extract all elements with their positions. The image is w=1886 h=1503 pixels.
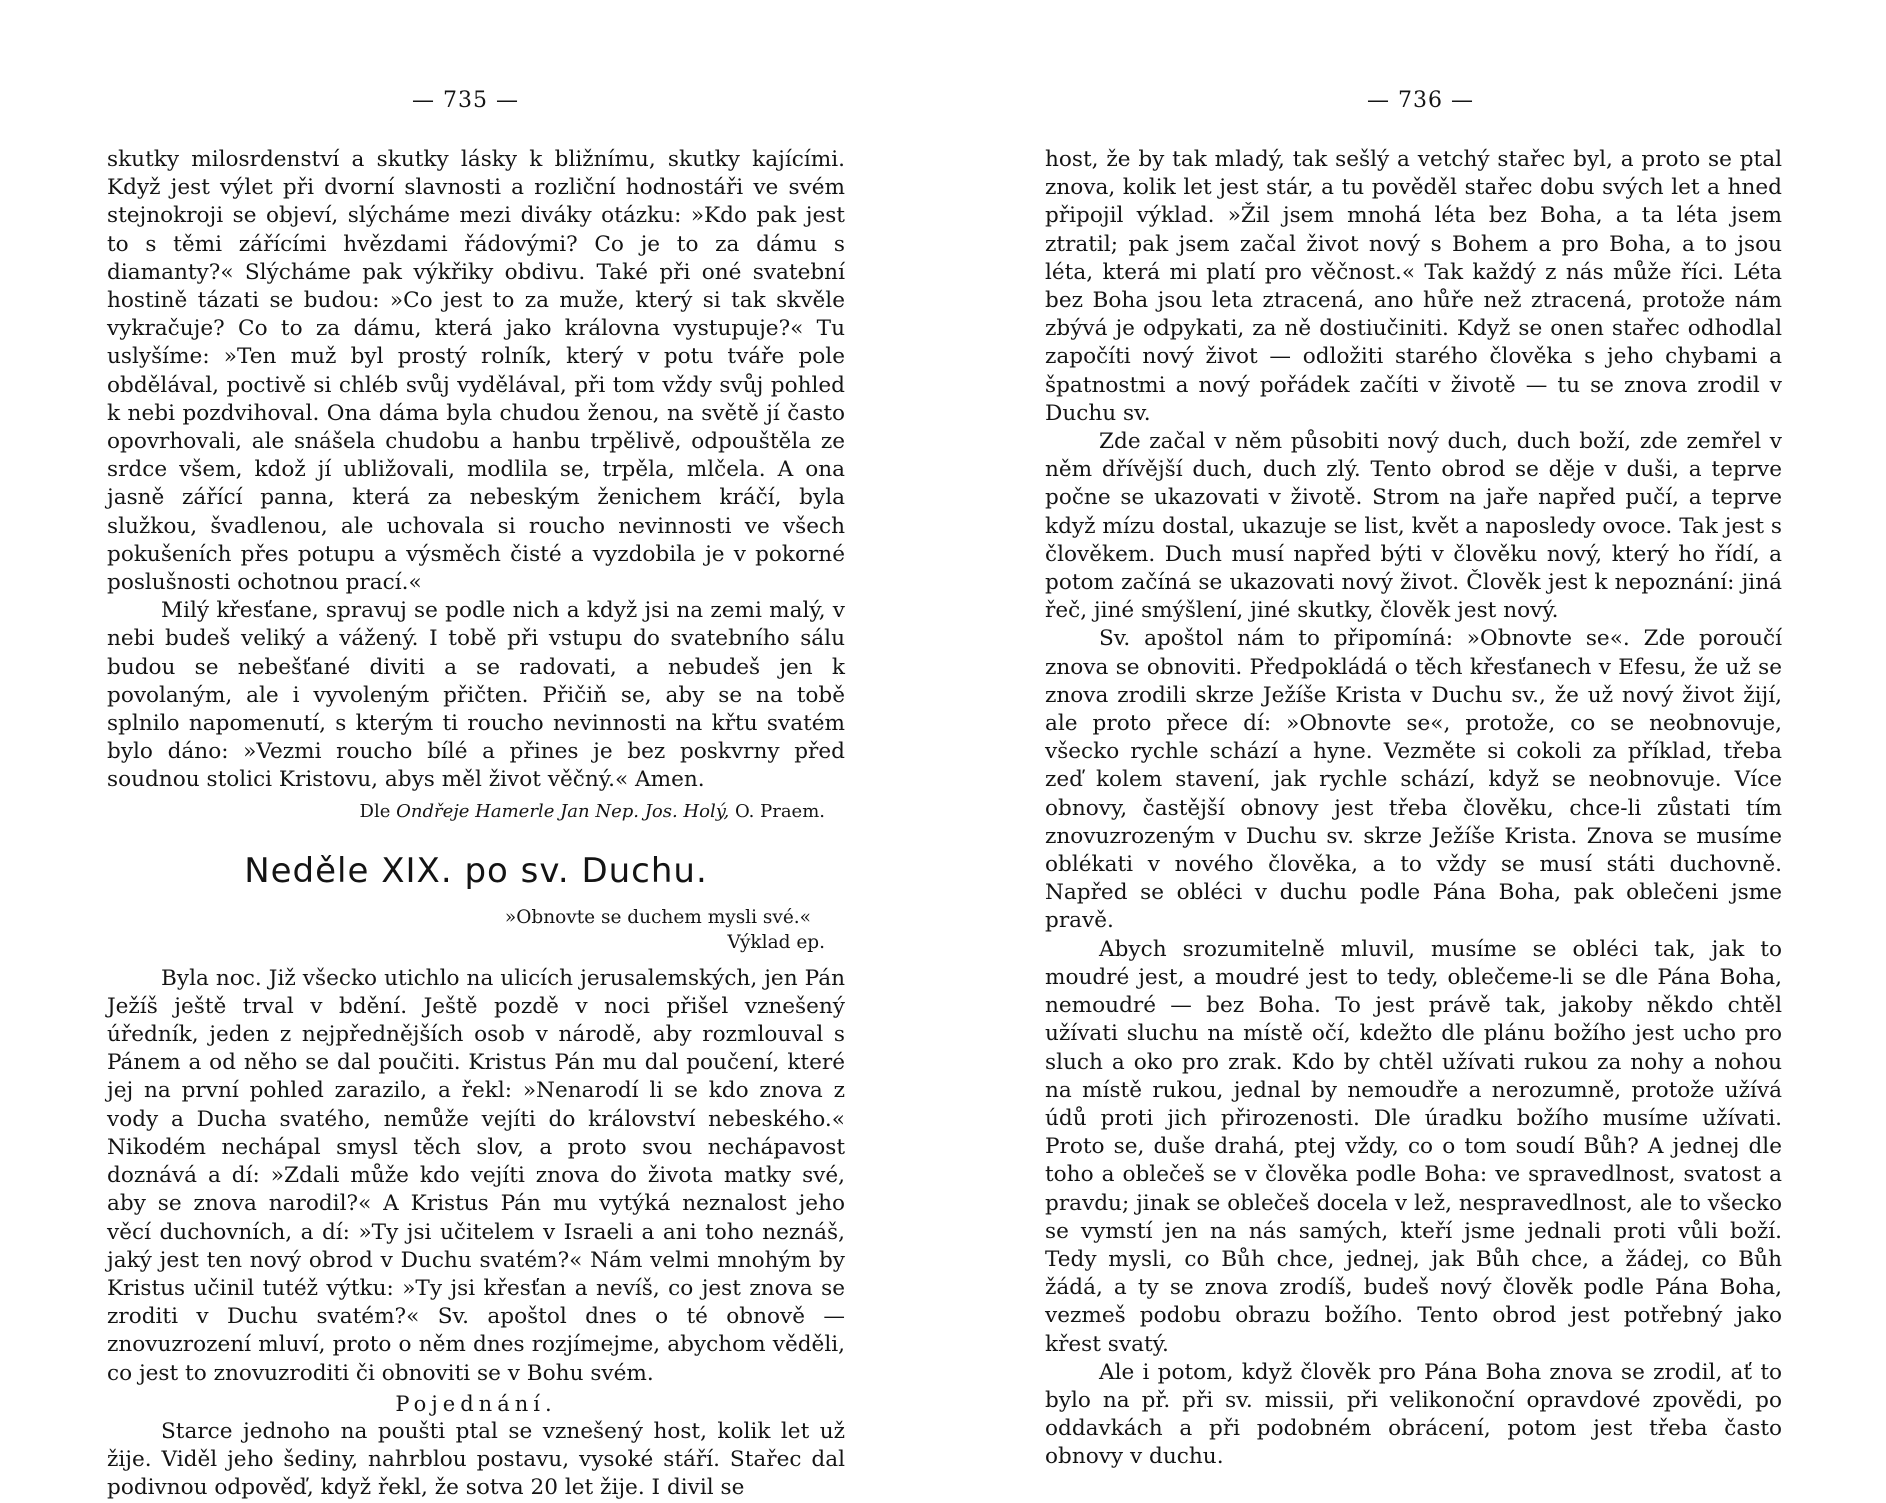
signature-suffix: O. Praem. bbox=[734, 800, 825, 822]
left-page bbox=[0, 0, 943, 1500]
paragraph: host, že by tak mladý, tak sešlý a vetchý stařec byl, a proto se ptal znova, kolik let jest stár, a tu pověděl stařec dobu svých let a hned připojil výklad. »Žil jsem mnohá léta bez Boha, a ta léta jsem ztratil; pak jsem začal život nový s Bohem a pro Boha, a to jsou léta, která mi platí pro věčnost.« Tak každý z nás může říci. Léta bez Boha jsou leta ztracená, ano hůře než ztracená, protože nám zbývá je odpykati, za ně dostiučiniti. Když se onen stařec odhodlal započíti nový život — odložiti starého člověka s jeho chybami a špatnostmi a nový pořádek začíti v životě — tu se znova zrodil v Duchu sv. bbox=[1045, 147, 1782, 426]
motto: »Obnovte se duchem mysli své.« bbox=[504, 906, 811, 928]
signature bbox=[107, 799, 845, 825]
subheading: Pojednání. bbox=[395, 1391, 557, 1416]
section-title: Neděle XIX. po sv. Duchu. bbox=[244, 850, 708, 891]
signature-author: Ondřeje Hamerle Jan Nep. Jos. Holý, bbox=[396, 800, 730, 822]
paragraph: Abych srozumitelně mluvil, musíme se obléci tak, jak to moudré jest, a moudré jest to tedy, oblečeme-li se dle Pána Boha, nemoudré — bez Boha. To jest právě tak, jakoby někdo chtěl užívati sluchu na místě očí, kdežto dle plánu božího jest ucho pro sluch a oko pro zrak. Kdo by chtěl užívati rukou za nohy a nohou na místě rukou, jednal by nemoudře a nerozumně, protože užívá údů proti jich přirozenosti. Dle úradku božího musíme užívati. Proto se, duše drahá, ptej vždy, co o tom soudí Bůh? A jednej dle toho a oblečeš se v člověka podle Boha: ve spravedlnost, svatost a pravdu; jinak se oblečeš docela v lež, nespravedlnost, ale to všecko se vymstí jen na nás samých, kteří jsme jednali proti vůli boží. Tedy mysli, co Bůh chce, jednej, jak Bůh chce, a žádej, co Bůh žádá, a ty se znova zrodíš, budeš nový člověk podle Pána Boha, vezmeš podobu obrazu božího. Tento obrod jest potřebný jako křest svatý. bbox=[1045, 936, 1782, 1357]
page-number: — 736 — bbox=[1367, 88, 1474, 113]
text-column bbox=[1045, 146, 1782, 1472]
paragraph: Starce jednoho na poušti ptal se vznešený host, kolik let už žije. Viděl jeho šediny, nahrblou postavu, vysoké stáří. Stařec dal podivnou odpověď, když řekl, že sotva 20 let žije. I divil se bbox=[107, 1418, 845, 1501]
motto-source: Výklad ep. bbox=[727, 931, 825, 953]
paragraph: Sv. apoštol nám to připomíná: »Obnovte se«. Zde poroučí znova se obnoviti. Předpokládá o těch křesťanech v Efesu, že už se znova zrodili skrze Ježíše Krista v Duchu sv., že už nový život žijí, ale proto přece dí: »Obnovte se«, protože, co se neobnovuje, všecko rychle schází a hyne. Vezměte si cokoli za příklad, třeba zeď kolem stavení, jak rychle schází, když se neobnovuje. Více obnovy, častější obnovy jest třeba člověku, chce-li zůstati tím znovuzrozeným v Duchu sv. skrze Ježíše Krista. Znova se musíme oblékati v nového člověka, a to vždy se musí státi duchovně. Napřed se obléci v duchu podle Pána Boha, pak oblečeni jsme pravě. bbox=[1045, 626, 1782, 934]
right-page bbox=[943, 0, 1886, 1500]
paragraph: Byla noc. Již všecko utichlo na ulicích jerusalemských, jen Pán Ježíš ještě trval v bdění. Ještě pozdě v noci přišel vznešený úředník, jeden z nejpřednějších osob v národě, aby rozmlouval s Pánem a od něho se dal poučiti. Kristus Pán mu dal poučení, které jej na první pohled zarazilo, a řekl: »Nenarodí li se kdo znova z vody a Ducha svatého, nemůže vejíti do království nebeského.« Nikodém nechápal smysl těch slov, a proto svou nechápavost doznává a dí: »Zdali může kdo vejíti znova do života matky své, aby se znova narodil?« A Kristus Pán mu vytýká neznalost jeho věcí duchovních, a dí: »Ty jsi učitelem v Israeli a ani toho neznáš, jaký jest ten nový obrod v Duchu svatém?« Nám velmi mnohým by Kristus učinil tutéž výtku: »Ty jsi křesťan a nevíš, co jest znova se zroditi v Duchu svatém?« Sv. apoštol dnes o té obnově — znovuzrození mluví, proto o něm dnes rozjímejme, abychom věděli, co jest to znovuzroditi či obnoviti se v Bohu svém. bbox=[107, 965, 845, 1386]
paragraph: Ale i potom, když člověk pro Pána Boha znova se zrodil, ať to bylo na př. při sv. missii, při velikonoční opravdové zpovědi, po oddavkách a při podobném obrácení, potom jest třeba často obnovy v duchu. bbox=[1045, 1359, 1782, 1470]
paragraph: skutky milosrdenství a skutky lásky k bližnímu, skutky kajícími. Když jest výlet při dvorní slavnosti a rozliční hodnostáři ve svém stejnokroji se objeví, slýcháme mezi diváky otázku: »Kdo pak jest to s těmi zářícími hvězdami řádovými? Co je to za dámu s diamanty?« Slýcháme pak výkřiky obdivu. Také při oné svatební hostině tázati se budou: »Co jest to za muže, který si tak skvěle vykračuje? Co to za dámu, která jako královna vystupuje?« Tu uslyšíme: »Ten muž byl prostý rolník, který v potu tváře pole obdělával, poctivě si chléb svůj vydělával, při tom vždy svůj pohled k nebi pozdvihoval. Ona dáma byla chudou ženou, na světě jí často opovrhovali, ale snášela chudobu a hanbu trpělivě, odpouštěla ze srdce všem, kdož jí ubližovali, modlila se, trpěla, mlčela. A ona jasně zářící panna, která za nebeským ženichem kráčí, byla služkou, švadlenou, ale uchovala si roucho nevinnosti ve všech pokušeních přes potupu a výsměch čisté a vyzdobila je v pokorné poslušnosti ochotnou prací.« bbox=[107, 147, 845, 596]
page-number: — 735 — bbox=[412, 88, 519, 113]
paragraph: Milý křesťane, spravuj se podle nich a když jsi na zemi malý, v nebi budeš veliký a vážený. I tobě při vstupu do svatebního sálu budou se nebešťané diviti a se radovati, a nebudeš jen k povolaným, ale i vyvoleným přičten. Přičiň se, aby se na tobě splnilo napomenutí, s kterým ti roucho nevinnosti na křtu svatém bylo dáno: »Vezmi roucho bílé a přines je bez poskvrny před soudnou stolici Kristovu, abys měl život věčný.« Amen. bbox=[107, 598, 845, 793]
paragraph: Zde začal v něm působiti nový duch, duch boží, zde zemřel v něm dřívější duch, duch zlý. Tento obrod se děje v duši, a teprve počne se ukazovati v životě. Strom na jaře napřed pučí, a teprve když mízu dostal, ukazuje se list, květ a naposledy ovoce. Tak jest s člověkem. Duch musí napřed býti v člověku nový, který ho řídí, a potom začíná se ukazovati nový život. Člověk jest k nepoznání: jiná řeč, jiné smýšlení, jiné skutky, člověk jest nový. bbox=[1045, 429, 1782, 624]
signature-prefix: Dle bbox=[359, 800, 391, 822]
text-column bbox=[107, 146, 845, 1503]
